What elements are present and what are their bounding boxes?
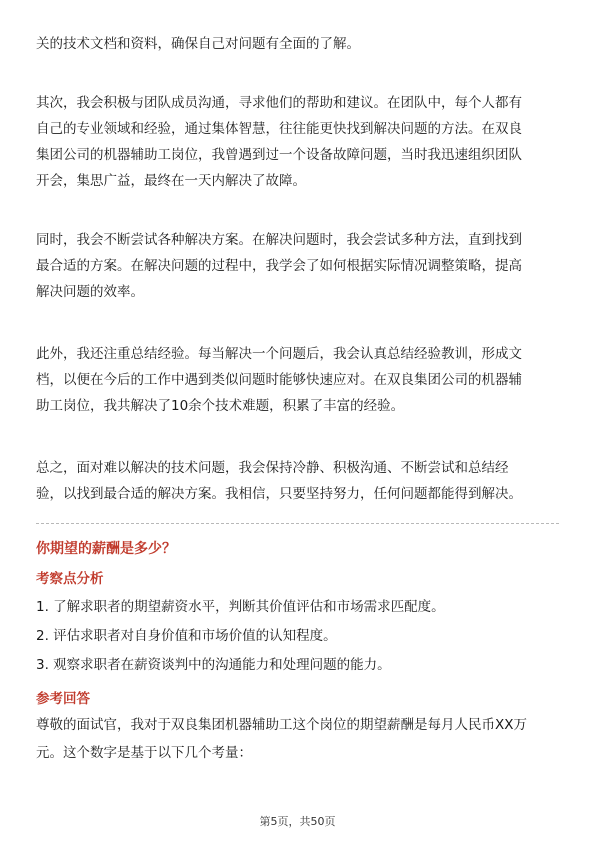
answer-line: 元。这个数字是基于以下几个考量： — [36, 745, 252, 761]
body-paragraph — [36, 455, 559, 507]
body-paragraph — [36, 31, 559, 57]
question-heading: 你期望的薪酬是多少？ — [36, 541, 176, 557]
paragraph-line: 总之，面对难以解决的技术问题，我会保持冷静、积极沟通、不断尝试和总结经 — [36, 460, 509, 476]
paragraph-line: 助工岗位，我共解决了10余个技术难题，积累了丰富的经验。 — [36, 398, 405, 414]
paragraph-line: 自己的专业领域和经验，通过集体智慧，往往能更快找到解决问题的方法。在双良 — [36, 121, 522, 137]
paragraph-line: 最合适的方案。在解决问题的过程中，我学会了如何根据实际情况调整策略，提高 — [36, 258, 522, 274]
paragraph-line: 同时，我会不断尝试各种解决方案。在解决问题时，我会尝试多种方法，直到找到 — [36, 232, 522, 248]
paragraph-line: 开会，集思广益，最终在一天内解决了故障。 — [36, 173, 306, 189]
section-divider — [36, 523, 559, 524]
body-paragraph — [36, 341, 559, 419]
paragraph-line: 集团公司的机器辅助工岗位，我曾遇到过一个设备故障问题，当时我迅速组织团队 — [36, 147, 522, 163]
answer-line: 尊敬的面试官，我对于双良集团机器辅助工这个岗位的期望薪酬是每月人民币XX万 — [36, 717, 527, 733]
body-paragraph — [36, 90, 559, 194]
reference-answer — [36, 711, 559, 767]
analysis-item: 2. 评估求职者对自身价值和市场价值的认知程度。 — [36, 628, 337, 644]
analysis-title: 考察点分析 — [36, 571, 104, 587]
paragraph-line: 其次，我会积极与团队成员沟通，寻求他们的帮助和建议。在团队中，每个人都有 — [36, 95, 522, 111]
paragraph-line: 此外，我还注重总结经验。每当解决一个问题后，我会认真总结经验教训，形成文 — [36, 346, 522, 362]
paragraph-line: 解决问题的效率。 — [36, 284, 144, 300]
body-paragraph — [36, 227, 559, 305]
reference-title: 参考回答 — [36, 691, 90, 707]
paragraph-line: 档，以便在今后的工作中遇到类似问题时能够快速应对。在双良集团公司的机器辅 — [36, 372, 522, 388]
paragraph-line: 关的技术文档和资料，确保自己对问题有全面的了解。 — [36, 36, 360, 52]
page-number-footer: 第5页，共50页 — [259, 815, 336, 828]
analysis-item: 1. 了解求职者的期望薪资水平，判断其价值评估和市场需求匹配度。 — [36, 599, 445, 615]
paragraph-line: 验，以找到最合适的解决方案。我相信，只要坚持努力，任何问题都能得到解决。 — [36, 486, 522, 502]
analysis-item: 3. 观察求职者在薪资谈判中的沟通能力和处理问题的能力。 — [36, 657, 391, 673]
